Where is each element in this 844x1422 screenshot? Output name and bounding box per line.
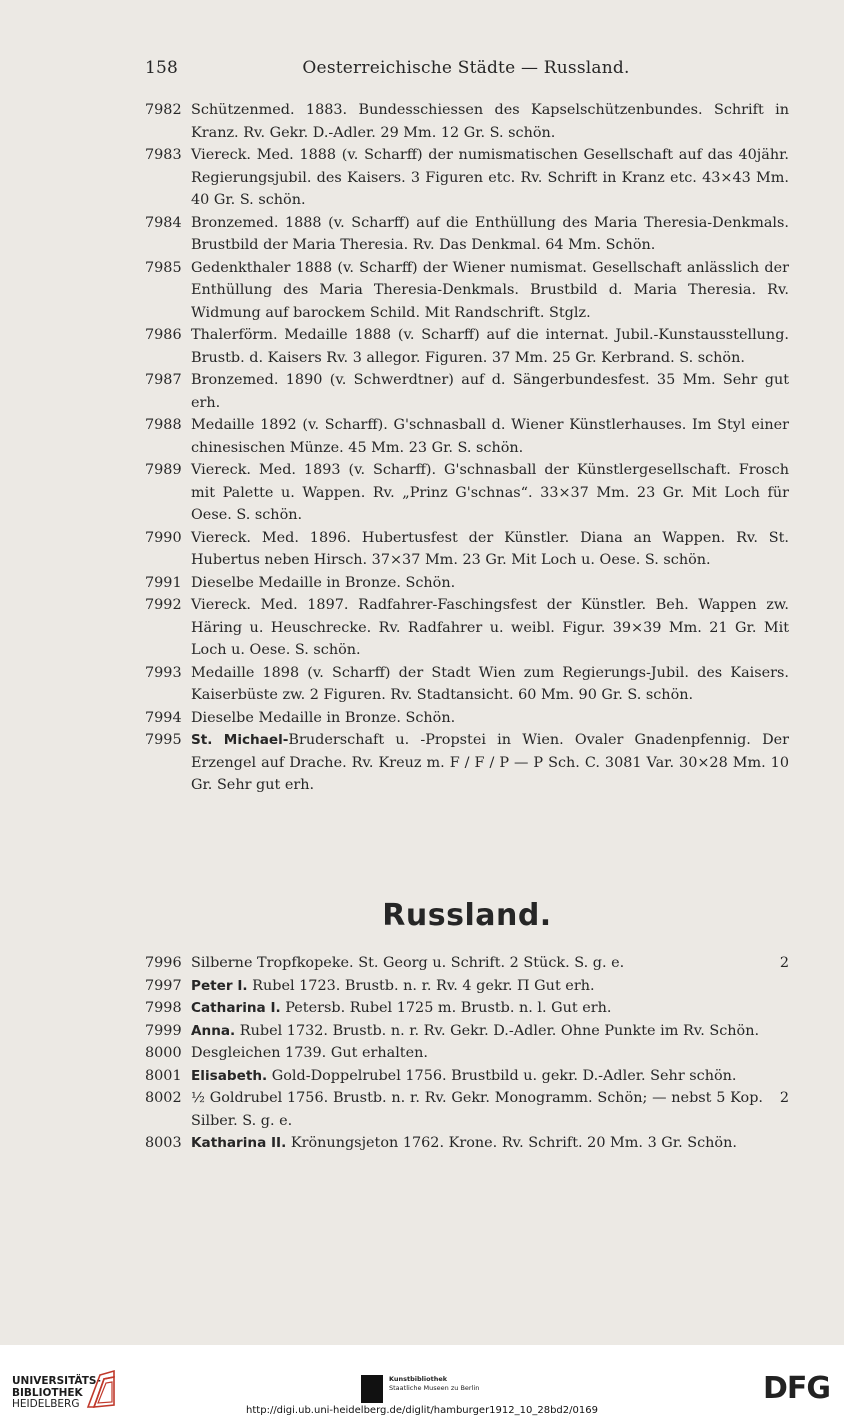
catalogue-entry [145,997,789,1020]
catalogue-entry [145,324,789,369]
entry-description [191,147,789,208]
lot-number: 7982 [145,102,182,118]
entry-text: Gedenkthaler 1888 (v. Scharff) der Wiener numismat. Gesellschaft anlässlich der Enthüllung des Maria Theresia-Denkmals. Brustbild d. Maria Theresia. Rv. Widmung auf barockem Schild. Mit Randschrift. Stglz. [191,259,789,321]
lot-number: 7986 [145,327,182,343]
entry-name: Katharina II. [191,1135,287,1151]
lot-number: 7988 [145,417,182,433]
catalogue-entry [145,212,789,257]
entry-text: Viereck. Med. 1897. Radfahrer-Faschingsfest der Künstler. Beh. Wappen zw. Häring u. Heuschrecke. Rv. Radfahrer u. weibl. Figur. 39×39 Mm. 21 Gr. Mit Loch u. Oese. S. schön. [191,597,789,658]
entry-text: Bronzemed. 1890 (v. Schwerdtner) auf d. Sängerbundesfest. 35 Mm. Sehr gut erh. [191,372,789,411]
entry-text: Bruderschaft u. -Propstei in Wien. Ovaler Gnadenpfennig. Der Erzengel auf Drache. Rv. Kreuz m. F / F / P — P Sch. C. 3081 Var. 30×28 Mm. 10 Gr. Sehr gut erh. [191,732,789,793]
entry-description [191,1087,789,1132]
running-title: Oesterreichische Städte — Russland. [302,58,630,78]
catalogue-entry [145,729,789,797]
entry-description [191,102,789,141]
lot-number: 7995 [145,732,182,748]
lot-number: 8002 [145,1090,182,1106]
lot-number: 7991 [145,574,182,591]
catalogue-entry [145,369,789,414]
entry-description [191,1000,612,1016]
lot-number: 8000 [145,1045,182,1061]
lot-number: 7997 [145,977,182,994]
entry-name: Elisabeth. [191,1067,268,1084]
entry-description [191,215,789,254]
catalogue-entry [145,1132,789,1155]
catalogue-entry [145,952,789,975]
entry-text: Viereck. Med. 1888 (v. Scharff) der numismatischen Gesellschaft auf das 40jähr. Regierungsjubil. des Kaisers. 3 Figuren etc. Rv. Schrift in Kranz etc. 43×43 Mm. 40 Gr. S. schön. [191,147,789,208]
lot-number: 7994 [145,709,182,726]
source-url-link[interactable]: http://digi.ub.uni-heidelberg.de/diglit/hamburger1912_10_28bd2/0169 [246,1405,598,1416]
section-heading-russland: Russland. [382,898,552,933]
catalogue-entry [145,1020,789,1043]
entry-description [191,952,789,975]
kunstbibliothek-label [389,1375,479,1393]
lot-number: 7998 [145,1000,182,1016]
dfg-logo: DFG [762,1371,830,1406]
entry-text: Dieselbe Medaille in Bronze. Schön. [191,574,456,591]
entry-name: Anna. [191,1022,236,1039]
margin-note: 2 [779,1090,789,1106]
entry-description [191,575,455,591]
catalogue-entry [145,975,789,998]
entry-text: Rubel 1723. Brustb. n. r. Rv. 4 gekr. П Gut erh. [247,977,595,994]
lot-number: 7985 [145,259,182,276]
entry-description [191,372,789,411]
catalogue-entry [145,99,789,144]
lot-number: 7989 [145,462,182,478]
entry-description [191,710,455,726]
entry-text: Dieselbe Medaille in Bronze. Schön. [191,709,456,726]
page-header [145,58,787,84]
kb-line: Kunstbibliothek [389,1375,448,1383]
digitization-footer [0,1345,844,1422]
entry-text: Krönungsjeton 1762. Krone. Rv. Schrift. 20 Mm. 3 Gr. Schön. [286,1135,737,1151]
catalogue-entry [145,257,789,325]
entry-name: St. Michael- [191,732,289,748]
entry-text: Schützenmed. 1883. Bundesschiessen des Kapselschützenbundes. Schrift in Kranz. Rv. Gekr. D.-Adler. 29 Mm. 12 Gr. S. schön. [191,102,789,141]
catalogue-entry [145,1042,789,1065]
margin-note: 2 [779,955,789,971]
catalogue-entry [145,144,789,212]
entry-description [191,327,789,366]
library-line: BIBLIOTHEK [12,1386,83,1399]
entry-description [191,978,595,994]
kb-line: Staatliche Museen zu Berlin [389,1384,480,1392]
kunstbibliothek-logo-icon [361,1375,383,1403]
catalogue-entry [145,527,789,572]
library-line: UNIVERSITÄTS- [12,1375,101,1387]
entry-description [191,1068,737,1084]
library-line: HEIDELBERG [12,1398,80,1410]
entry-text: ½ Goldrubel 1756. Brustb. n. r. Rv. Gekr. Monogramm. Schön; — nebst 5 Kop. Silber. S. g. e. [191,1090,763,1129]
catalogue-entries-austria [145,99,789,797]
lot-number: 7987 [145,372,182,388]
catalogue-entry [145,1087,789,1132]
lot-number: 7990 [145,529,182,546]
entry-description [191,530,789,569]
catalogue-entry [145,414,789,459]
entry-text: Viereck. Med. 1893 (v. Scharff). G'schnasball der Künstlergesellschaft. Frosch mit Palette u. Wappen. Rv. „Prinz G'schnas“. 33×37 Mm. 23 Gr. Mit Loch für Oese. S. schön. [191,462,789,523]
lot-number: 8003 [145,1135,182,1151]
catalogue-entry [145,707,789,730]
entry-text: Rubel 1732. Brustb. n. r. Rv. Gekr. D.-Adler. Ohne Punkte im Rv. Schön. [235,1022,760,1039]
lot-number: 8001 [145,1067,182,1084]
page-number: 158 [145,58,179,78]
catalogue-entry [145,459,789,527]
catalogue-entry [145,1065,789,1088]
entry-description [191,1023,759,1039]
catalogue-entry [145,594,789,662]
entry-description [191,260,789,321]
entry-name: Peter I. [191,977,248,994]
catalogue-entry [145,572,789,595]
lot-number: 7999 [145,1022,182,1039]
entry-text: Viereck. Med. 1896. Hubertusfest der Künstler. Diana an Wappen. Rv. St. Hubertus neben Hirsch. 37×37 Mm. 23 Gr. Mit Loch u. Oese. S. schön. [191,529,789,568]
entry-description [191,597,789,658]
entry-description [191,732,789,793]
entry-text: Medaille 1892 (v. Scharff). G'schnasball d. Wiener Künstlerhauses. Im Styl einer chinesischen Münze. 45 Mm. 23 Gr. S. schön. [191,417,789,456]
entry-description [191,417,789,456]
entry-description [191,665,789,704]
entry-description [191,462,789,523]
entry-text: Desgleichen 1739. Gut erhalten. [191,1045,428,1061]
catalogue-entries-russland [145,952,789,1155]
entry-text: Petersb. Rubel 1725 m. Brustb. n. l. Gut erh. [280,1000,612,1016]
lot-number: 7996 [145,955,182,971]
entry-description [191,1135,737,1151]
entry-text: Medaille 1898 (v. Scharff) der Stadt Wien zum Regierungs-Jubil. des Kaisers. Kaiserbüste zw. 2 Figuren. Rv. Stadtansicht. 60 Mm. 90 Gr. S. schön. [191,664,789,703]
lot-number: 7992 [145,597,182,613]
entry-text: Silberne Tropfkopeke. St. Georg u. Schrift. 2 Stück. S. g. e. [191,955,625,971]
lot-number: 7984 [145,214,182,231]
entry-text: Gold-Doppelrubel 1756. Brustbild u. gekr. D.-Adler. Sehr schön. [267,1067,737,1084]
entry-text: Bronzemed. 1888 (v. Scharff) auf die Enthüllung des Maria Theresia-Denkmals. Brustbild der Maria Theresia. Rv. Das Denkmal. 64 Mm. Schön. [191,214,789,253]
entry-name: Catharina I. [191,1000,281,1016]
catalogue-entry [145,662,789,707]
entry-text: Thalerförm. Medaille 1888 (v. Scharff) auf die internat. Jubil.-Kunstausstellung. Brustb. d. Kaisers Rv. 3 allegor. Figuren. 37 Mm. 25 Gr. Kerbrand. S. schön. [191,327,789,366]
lot-number: 7993 [145,664,182,681]
lot-number: 7983 [145,147,182,163]
entry-description [191,1045,428,1061]
